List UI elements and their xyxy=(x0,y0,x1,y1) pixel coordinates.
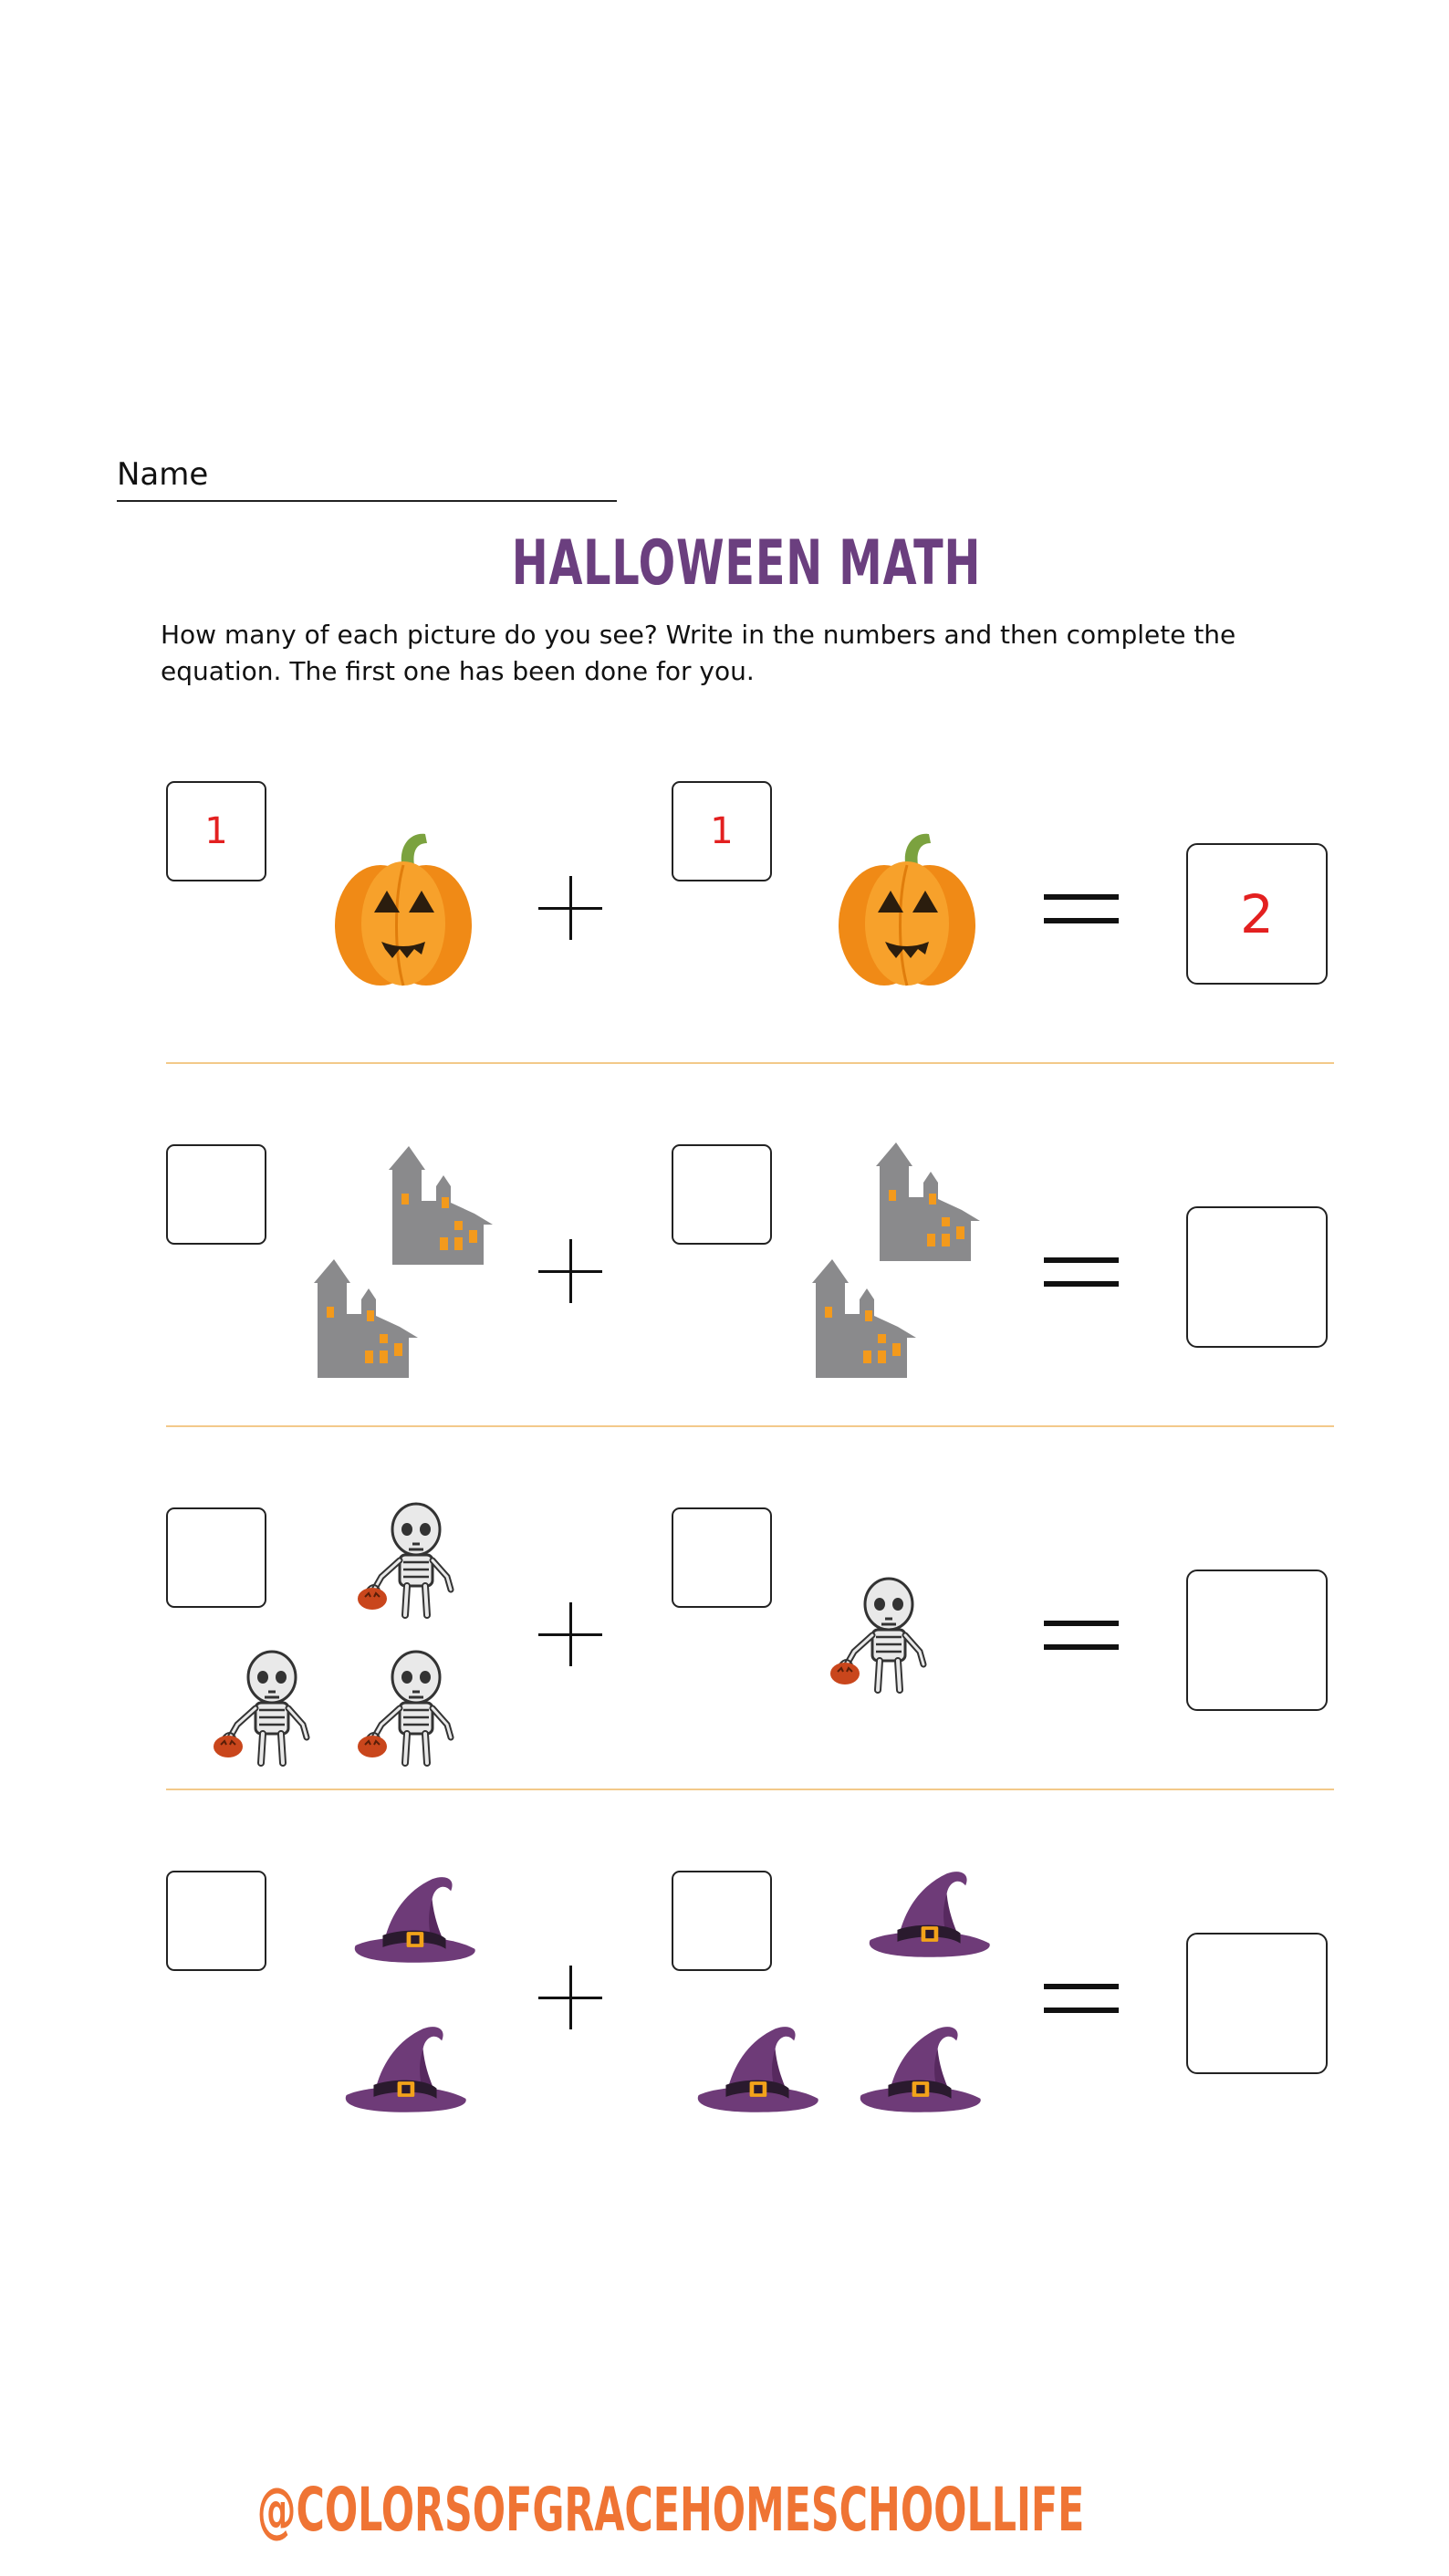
witch-hat-icon xyxy=(693,2020,821,2121)
left-count-box[interactable] xyxy=(166,1871,266,1971)
row-divider xyxy=(166,1425,1334,1427)
left-count-answer: 1 xyxy=(204,810,228,852)
haunted-house-icon xyxy=(310,1259,420,1378)
skeleton-icon xyxy=(818,1577,936,1695)
sum-answer-box[interactable] xyxy=(1186,1206,1328,1348)
equals-sign xyxy=(1044,894,1119,931)
sum-answer-box[interactable] xyxy=(1186,843,1328,985)
pumpkin-icon xyxy=(834,825,980,989)
right-count-box[interactable] xyxy=(672,781,772,881)
equals-sign xyxy=(1044,1257,1119,1294)
skeleton-icon xyxy=(345,1502,464,1621)
plus-sign xyxy=(538,1239,602,1303)
sum-answer: 2 xyxy=(1240,882,1274,945)
instructions: How many of each picture do you see? Write in the numbers and then complete the equation. The first one has been done for you. xyxy=(161,620,1236,686)
plus-sign xyxy=(538,1966,602,2029)
right-count-box[interactable] xyxy=(672,1871,772,1971)
right-count-box[interactable] xyxy=(672,1507,772,1608)
left-count-box[interactable] xyxy=(166,1144,266,1245)
witch-hat-icon xyxy=(856,2020,984,2121)
haunted-house-icon xyxy=(872,1142,982,1261)
skeleton-icon xyxy=(201,1650,319,1768)
row-divider xyxy=(166,1789,1334,1790)
skeleton-icon xyxy=(345,1650,464,1768)
witch-hat-icon xyxy=(865,1865,993,1966)
haunted-house-icon xyxy=(385,1146,495,1265)
equals-sign xyxy=(1044,1621,1119,1657)
sum-answer-box[interactable] xyxy=(1186,1570,1328,1711)
name-label: Name xyxy=(117,456,209,493)
social-handle: @COLORSOFGRACEHOMESCHOOLLIFE xyxy=(256,2475,1085,2545)
left-count-box[interactable] xyxy=(166,781,266,881)
equals-sign xyxy=(1044,1984,1119,2020)
plus-sign xyxy=(538,876,602,940)
haunted-house-icon xyxy=(808,1259,918,1378)
name-line[interactable] xyxy=(117,500,617,502)
sum-answer-box[interactable] xyxy=(1186,1933,1328,2074)
row-divider xyxy=(166,1062,1334,1064)
plus-sign xyxy=(538,1602,602,1666)
witch-hat-icon xyxy=(341,2020,469,2121)
witch-hat-icon xyxy=(350,1871,478,1971)
right-count-answer: 1 xyxy=(710,810,734,852)
page-title: HALLOWEEN MATH xyxy=(511,527,982,600)
pumpkin-icon xyxy=(330,825,476,989)
left-count-box[interactable] xyxy=(166,1507,266,1608)
right-count-box[interactable] xyxy=(672,1144,772,1245)
